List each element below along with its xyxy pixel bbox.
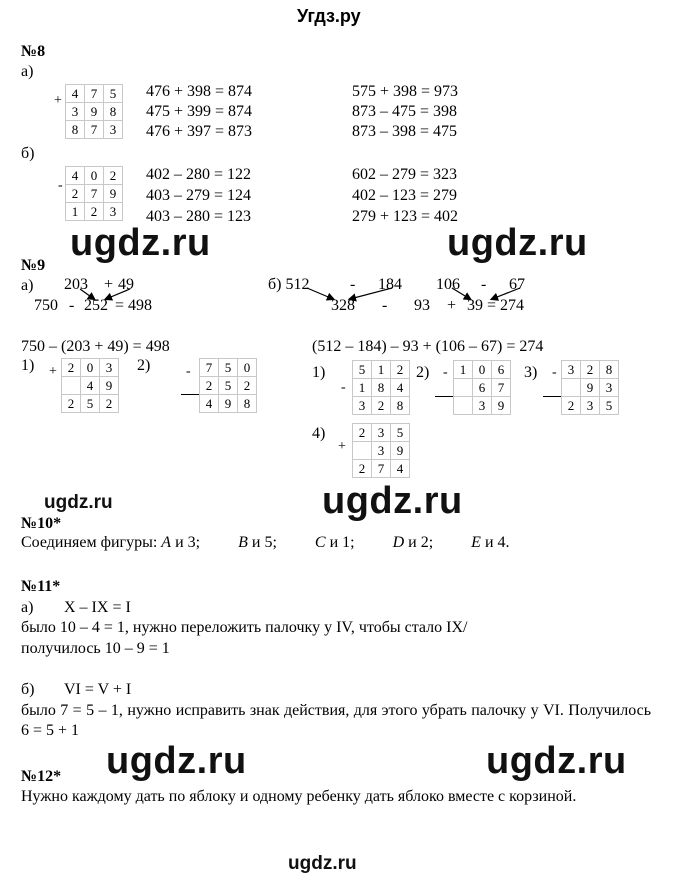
arrow xyxy=(350,288,392,299)
task8b-eq: 602 – 279 = 323 xyxy=(352,166,458,183)
task9a-expression: 750 – (203 + 49) = 498 xyxy=(21,338,170,355)
site-title: Угдз.ру xyxy=(297,6,361,26)
watermark: ugdz.ru xyxy=(106,740,247,782)
task8b-eq: 279 + 123 = 402 xyxy=(352,208,459,225)
task8b-label: б) xyxy=(21,145,35,162)
watermark: ugdz.ru xyxy=(70,222,211,264)
task9b-operator: - xyxy=(481,276,487,293)
task8b-eq: 402 – 123 = 279 xyxy=(352,187,458,204)
task10-pair: и 3; xyxy=(175,534,201,551)
task11b-text: было 7 = 5 – 1, нужно исправить знак действия, для этого убрать палочку у VI. Получилось 6 = 5 + 1 xyxy=(21,702,651,739)
watermark: ugdz.ru xyxy=(447,222,588,264)
arrow xyxy=(106,289,130,299)
task10-letter: C xyxy=(314,534,326,551)
task8b-sign: - xyxy=(58,178,63,193)
task10-answer xyxy=(21,533,510,553)
task11-heading: №11* xyxy=(21,578,61,595)
task9b-sign: - xyxy=(552,365,557,380)
task8b-eq: 402 – 280 = 122 xyxy=(146,166,252,183)
step-label: 2) xyxy=(416,364,430,381)
task9a-result: = 498 xyxy=(115,297,153,314)
task9a-operator: - xyxy=(69,297,75,314)
task11a-line: получилось 10 – 9 = 1 xyxy=(21,640,170,657)
task9a-number: 49 xyxy=(118,276,134,293)
task11a-equation: X – IX = I xyxy=(64,599,131,616)
task9b-step2-calc: 1 0 6 6 7 3 9 xyxy=(435,360,511,415)
task8a-label: а) xyxy=(21,63,34,80)
task8b-eq: 403 – 280 = 123 xyxy=(146,208,252,225)
task9b-sign: + xyxy=(338,439,346,454)
step-label: 1) xyxy=(312,364,326,381)
arrow xyxy=(80,289,94,299)
task10-letter: D xyxy=(392,534,405,551)
task8a-eq: 873 – 398 = 475 xyxy=(352,123,458,140)
task8a-sign: + xyxy=(54,93,62,108)
task11a-label: а) xyxy=(21,599,34,616)
task9b-step4-calc: 2 3 5 3 9 2 7 4 xyxy=(352,423,410,478)
task9b-sign: - xyxy=(341,380,346,395)
task9-heading: №9 xyxy=(21,257,46,274)
task8a-eq: 575 + 398 = 973 xyxy=(352,83,459,100)
task10-letter: E xyxy=(471,534,481,551)
task9b-number: 93 xyxy=(414,297,430,314)
task8a-eq: 873 – 475 = 398 xyxy=(352,103,458,120)
task9a-number: 252 xyxy=(84,297,108,314)
task10-lead: Соединяем фигуры: xyxy=(21,534,158,551)
task8-heading: №8 xyxy=(21,43,46,60)
task9b-step3-calc: 3 2 8 9 3 2 3 5 xyxy=(543,360,619,415)
task9b-number: 67 xyxy=(509,276,525,293)
task9a-step1-calc: 2 0 3 4 9 2 5 2 xyxy=(61,358,119,413)
task10-letter: B xyxy=(238,534,248,551)
task9a-operator: + xyxy=(104,276,114,293)
task9a-number: 203 xyxy=(64,276,88,293)
arrow xyxy=(492,288,520,299)
task9b-result: = 274 xyxy=(487,297,525,314)
task9a-number: 750 xyxy=(34,297,58,314)
task11a-line: было 10 – 4 = 1, нужно переложить палочку у IV, чтобы стало IX/ xyxy=(21,619,468,636)
task9b-number: 39 xyxy=(467,297,483,314)
task9b-operator: - xyxy=(382,297,388,314)
task9a-sign: + xyxy=(49,364,57,379)
step-label: 4) xyxy=(312,425,326,442)
task10-letter: A xyxy=(161,534,172,551)
watermark: ugdz.ru xyxy=(288,853,357,874)
task11b-label: б) xyxy=(21,681,35,698)
task8b-eq: 403 – 279 = 124 xyxy=(146,187,252,204)
task9b-label: б) 512 xyxy=(268,276,310,293)
task9a-sign: - xyxy=(186,364,191,379)
arrow xyxy=(452,288,470,299)
task8a-eq: 475 + 399 = 874 xyxy=(146,103,253,120)
task9a-label: а) xyxy=(21,277,34,294)
task9b-operator: + xyxy=(447,297,457,314)
task9b-operator: - xyxy=(350,276,356,293)
step-label: 2) xyxy=(137,357,151,374)
task10-pair: и 5; xyxy=(251,534,277,551)
task12-text: Нужно каждому дать по яблоку и одному ребенку дать яблоко вместе с корзиной. xyxy=(21,788,577,805)
task9b-number: 328 xyxy=(331,297,355,314)
step-label: 3) xyxy=(524,364,538,381)
watermark: ugdz.ru xyxy=(486,740,627,782)
task11b-equation: VI = V + I xyxy=(64,681,132,698)
task9b-number: 184 xyxy=(378,276,402,293)
task9b-step1-calc: 5 1 2 1 8 4 3 2 8 xyxy=(352,360,410,415)
task8a-eq: 476 + 398 = 874 xyxy=(146,83,253,100)
task10-pair: и 4. xyxy=(484,534,510,551)
watermark: ugdz.ru xyxy=(44,492,113,513)
task9b-expression: (512 – 184) – 93 + (106 – 67) = 274 xyxy=(312,338,544,355)
task8b-column-calc: 4 0 2 2 7 9 1 2 3 xyxy=(65,166,123,221)
step-label: 1) xyxy=(21,357,35,374)
task10-pair: и 2; xyxy=(408,534,434,551)
arrow xyxy=(307,288,333,299)
task8a-eq: 476 + 397 = 873 xyxy=(146,123,253,140)
task9a-step2-calc: 7 5 0 2 5 2 4 9 8 xyxy=(181,358,257,413)
task9b-sign: - xyxy=(443,365,448,380)
task12-heading: №12* xyxy=(21,768,62,785)
task10-heading: №10* xyxy=(21,515,62,532)
task9b-number: 106 xyxy=(436,276,460,293)
task10-pair: и 1; xyxy=(329,534,355,551)
task8a-column-calc: 4 7 5 3 9 8 8 7 3 xyxy=(65,84,123,139)
watermark: ugdz.ru xyxy=(322,480,463,522)
